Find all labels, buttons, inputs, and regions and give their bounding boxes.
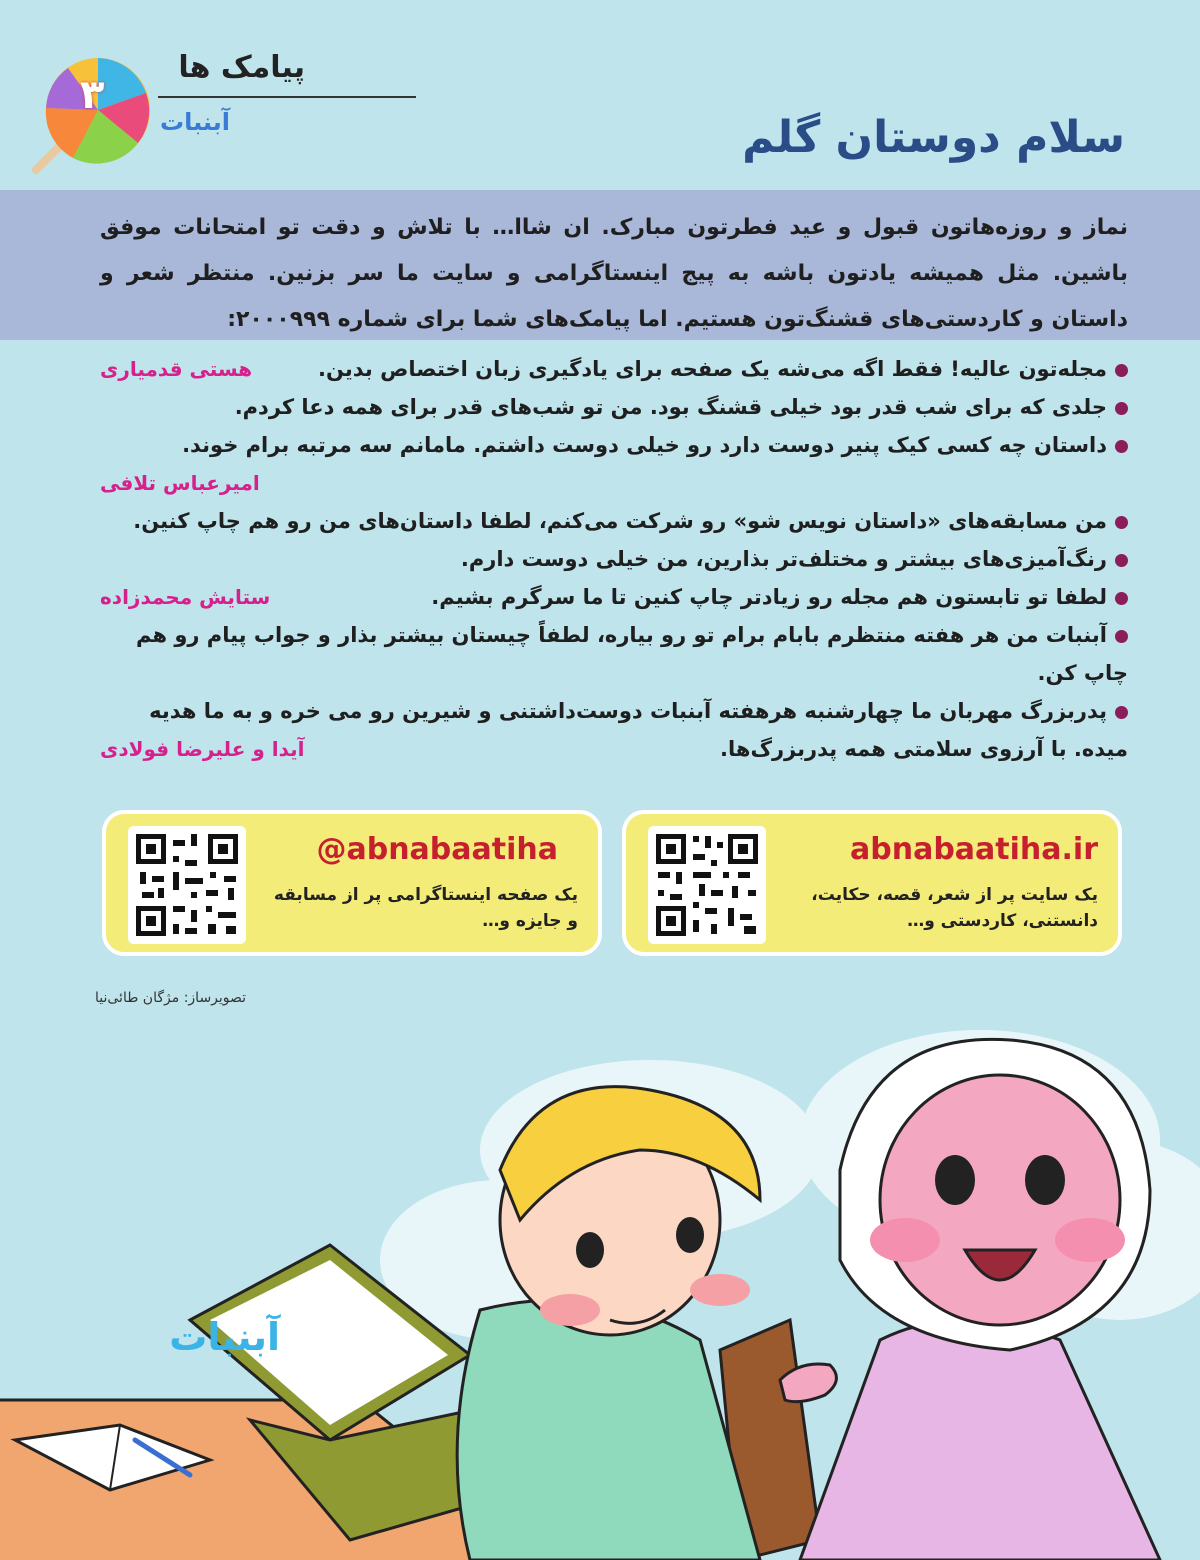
list-item	[100, 350, 1128, 388]
bullet-icon	[1115, 706, 1128, 719]
list-item	[100, 502, 1128, 540]
bullet-icon	[1115, 440, 1128, 453]
website-description: یک سایت پر از شعر، قصه، حکایت، دانستنی، کاردستی و…	[811, 885, 1098, 931]
intro-paragraph: نماز و روزه‌هاتون قبول و عید فطرتون مبارک. ان شاا… با تلاش و دقت تو امتحانات موفق باشین. مثل همیشه یادتون باشه به پیج اینستاگرامی و سایت ما سر بزنین. منتظر شعر و داستان و کاردستی‌های قشنگ‌تون هستیم. اما پیامک‌های شما برای شماره ۲۰۰۰۹۹۹:	[100, 215, 1128, 332]
message-signature: آیدا و علیرضا فولادی	[100, 737, 305, 761]
section-title: پیامک ها	[178, 50, 305, 85]
header-divider	[158, 96, 416, 98]
message-text: جلدی که برای شب قدر بود خیلی قشنگ بود. من تو شب‌های قدر برای همه دعا کردم.	[234, 395, 1107, 419]
message-text: رنگ‌آمیزی‌های بیشتر و مختلف‌تر بذارین، من خیلی دوست دارم.	[460, 547, 1107, 571]
message-text: لطفا تو تابستون هم مجله رو زیادتر چاپ کنین تا ما سرگرم بشیم.	[431, 585, 1107, 609]
website-card[interactable]	[622, 810, 1122, 956]
message-signature: ستایش محمدزاده	[100, 585, 271, 609]
bullet-icon	[1115, 630, 1128, 643]
bullet-icon	[1115, 402, 1128, 415]
laptop-brand-text: آبنبات	[169, 1315, 280, 1359]
bullet-icon	[1115, 516, 1128, 529]
qr-code-icon[interactable]	[128, 826, 246, 944]
kids-with-laptop-illustration	[0, 1020, 1200, 1560]
message-signature: هستی قدمیاری	[100, 357, 253, 381]
qr-code-icon[interactable]	[648, 826, 766, 944]
instagram-card[interactable]	[102, 810, 602, 956]
website-link[interactable]: abnabaatiha.ir	[850, 832, 1098, 867]
message-text: مجله‌تون عالیه! فقط اگه می‌شه یک صفحه برای یادگیری زبان اختصاص بدین.	[318, 357, 1107, 381]
list-item	[100, 540, 1128, 578]
bullet-icon	[1115, 364, 1128, 377]
message-text: من مسابقه‌های «داستان نویس شو» رو شرکت می‌کنم، لطفا داستان‌های من رو هم چاپ کنین.	[133, 509, 1107, 533]
illustrator-credit: تصویرساز: مژگان طائی‌نیا	[95, 990, 247, 1006]
message-text: آبنبات من هر هفته منتظرم بابام برام تو رو بیاره، لطفاً چیستان بیشتر بذار و جواب پیام رو هم چاپ کن.	[136, 623, 1128, 685]
message-text: داستان چه کسی کیک پنیر دوست دارد رو خیلی دوست داشتم. مامانم سه مرتبه برام خوند.	[182, 433, 1107, 457]
list-item	[100, 616, 1128, 692]
list-item	[100, 578, 1128, 616]
bullet-icon	[1115, 592, 1128, 605]
message-list	[100, 350, 1128, 768]
message-signature: امیرعباس تلافی	[100, 471, 260, 495]
bullet-icon	[1115, 554, 1128, 567]
list-item	[100, 692, 1128, 768]
list-item	[100, 388, 1128, 426]
page-title: سلام دوستان گلم	[742, 112, 1125, 163]
page-number: ۳	[80, 72, 105, 118]
signature-line	[100, 464, 1128, 502]
instagram-description: یک صفحه اینستاگرامی پر از مسابقه و جایزه و…	[273, 885, 578, 931]
instagram-handle[interactable]: @abnabaatiha	[316, 832, 558, 867]
brand-logo: آبنبات	[160, 108, 230, 136]
message-text: پدربزرگ مهربان ما چهارشنبه هرهفته آبنبات دوست‌داشتنی و شیرین رو می خره و به ما هدیه میده. با آرزوی سلامتی همه پدربزرگ‌ها.	[149, 699, 1128, 761]
list-item	[100, 426, 1128, 464]
